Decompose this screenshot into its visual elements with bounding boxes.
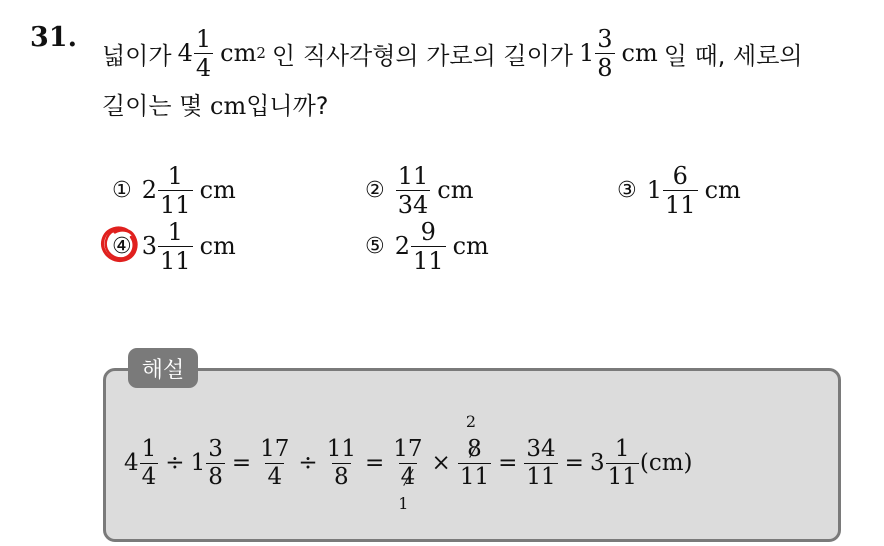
cancel-bottom-value: 1 (398, 493, 409, 513)
product-2-denominator: 11 (459, 463, 490, 490)
choice-2[interactable] (365, 160, 473, 220)
choice-5-fraction (411, 217, 446, 275)
choice-5-whole: 2 (394, 232, 411, 260)
choice-1-denominator: 11 (160, 190, 191, 219)
term2-fraction (206, 435, 225, 490)
choice-4-denominator: 11 (160, 246, 191, 275)
width-fraction (595, 24, 614, 82)
question-text-e: 입니까? (246, 92, 329, 120)
choice-5[interactable] (365, 216, 489, 276)
question-text-a: 넓이가 (102, 41, 172, 70)
choice-1[interactable] (112, 160, 236, 220)
choice-4-fraction (158, 217, 193, 275)
term2-whole: 1 (190, 450, 206, 476)
product-fraction-2 (458, 411, 491, 490)
result-whole: 3 (589, 450, 605, 476)
area-exponent: 2 (256, 44, 266, 62)
width-numerator: 3 (597, 24, 613, 53)
choice-1-fraction (158, 161, 193, 219)
answer-circle-mark (98, 222, 142, 266)
equals-sign-2: = (364, 450, 385, 476)
choice-3[interactable] (617, 160, 741, 220)
improper-2-denominator: 8 (334, 463, 349, 490)
result-fraction (606, 435, 639, 490)
width-denominator: 8 (597, 53, 613, 82)
divide-sign-1: ÷ (165, 450, 185, 476)
choice-1-whole: 2 (141, 176, 158, 204)
choice-1-numerator: 1 (167, 161, 183, 190)
result-improper-numerator: 34 (526, 435, 556, 462)
area-fraction (194, 24, 213, 82)
divide-sign-2: ÷ (298, 450, 318, 476)
result-improper-fraction (524, 435, 557, 490)
product-1-numerator: 17 (393, 435, 423, 462)
improper-1-numerator: 17 (260, 435, 290, 462)
product-2-numerator-wrap (465, 435, 484, 463)
choice-2-denominator: 34 (397, 190, 429, 219)
choice-4-mark: ④ (112, 233, 132, 259)
choice-2-mark: ② (365, 177, 385, 203)
result-improper-denominator: 11 (526, 463, 556, 490)
choice-3-denominator: 11 (665, 190, 696, 219)
cancel-top-value: 2 (465, 411, 476, 431)
choice-3-unit: cm (704, 176, 741, 204)
width-whole: 1 (578, 39, 595, 67)
choice-4-numerator: 1 (167, 217, 183, 246)
question-line-1 (102, 22, 803, 84)
choice-2-fraction (396, 161, 431, 219)
term2-denominator: 8 (208, 463, 223, 490)
result-denominator: 11 (607, 463, 637, 490)
explanation-equation (124, 411, 693, 513)
choice-5-numerator: 9 (420, 217, 436, 246)
question-text-d: 길이는 몇 (102, 92, 203, 120)
equals-sign-1: = (231, 450, 252, 476)
area-unit: cm (220, 39, 257, 67)
choice-5-denominator: 11 (413, 246, 444, 275)
question-unit: cm (210, 92, 247, 120)
choice-2-unit: cm (437, 176, 474, 204)
improper-fraction-2 (325, 435, 358, 490)
question-line-2 (102, 86, 329, 121)
result-unit: (cm) (639, 450, 693, 476)
improper-1-denominator: 4 (267, 463, 283, 490)
term1-whole: 4 (124, 450, 139, 476)
choice-3-whole: 1 (646, 176, 663, 204)
question-text-c: 일 때, 세로의 (663, 41, 803, 70)
choice-4-whole: 3 (141, 232, 158, 260)
product-fraction-1 (391, 435, 424, 513)
product-1-denominator: 4 (400, 463, 416, 490)
result-numerator: 1 (614, 435, 630, 462)
choice-1-mark: ① (112, 177, 132, 203)
term1-denominator: 4 (141, 463, 157, 490)
question-text-b: 인 직사각형의 가로의 길이가 (271, 41, 573, 70)
equals-sign-4: = (564, 450, 584, 476)
choice-2-numerator: 11 (397, 161, 429, 190)
area-numerator: 1 (195, 24, 212, 53)
term1-numerator: 1 (141, 435, 157, 462)
times-sign: × (431, 450, 451, 476)
explanation-tag: 해설 (128, 348, 198, 388)
improper-2-numerator: 11 (326, 435, 356, 462)
width-unit: cm (621, 39, 658, 67)
product-2-numerator: 8 (467, 435, 482, 462)
choice-3-mark: ③ (617, 177, 637, 203)
term1-fraction (140, 435, 159, 490)
choice-4-unit: cm (199, 232, 236, 260)
product-1-denominator-wrap (399, 463, 418, 489)
choice-5-unit: cm (452, 232, 489, 260)
choice-1-unit: cm (199, 176, 236, 204)
area-denominator: 4 (195, 53, 212, 82)
choice-5-mark: ⑤ (365, 233, 385, 259)
term2-numerator: 3 (208, 435, 223, 462)
choice-3-fraction (663, 161, 698, 219)
question-number: 31. (30, 22, 77, 53)
improper-fraction-1 (258, 435, 291, 490)
equals-sign-3: = (498, 450, 518, 476)
choice-3-numerator: 6 (672, 161, 688, 190)
area-whole: 4 (177, 39, 193, 67)
